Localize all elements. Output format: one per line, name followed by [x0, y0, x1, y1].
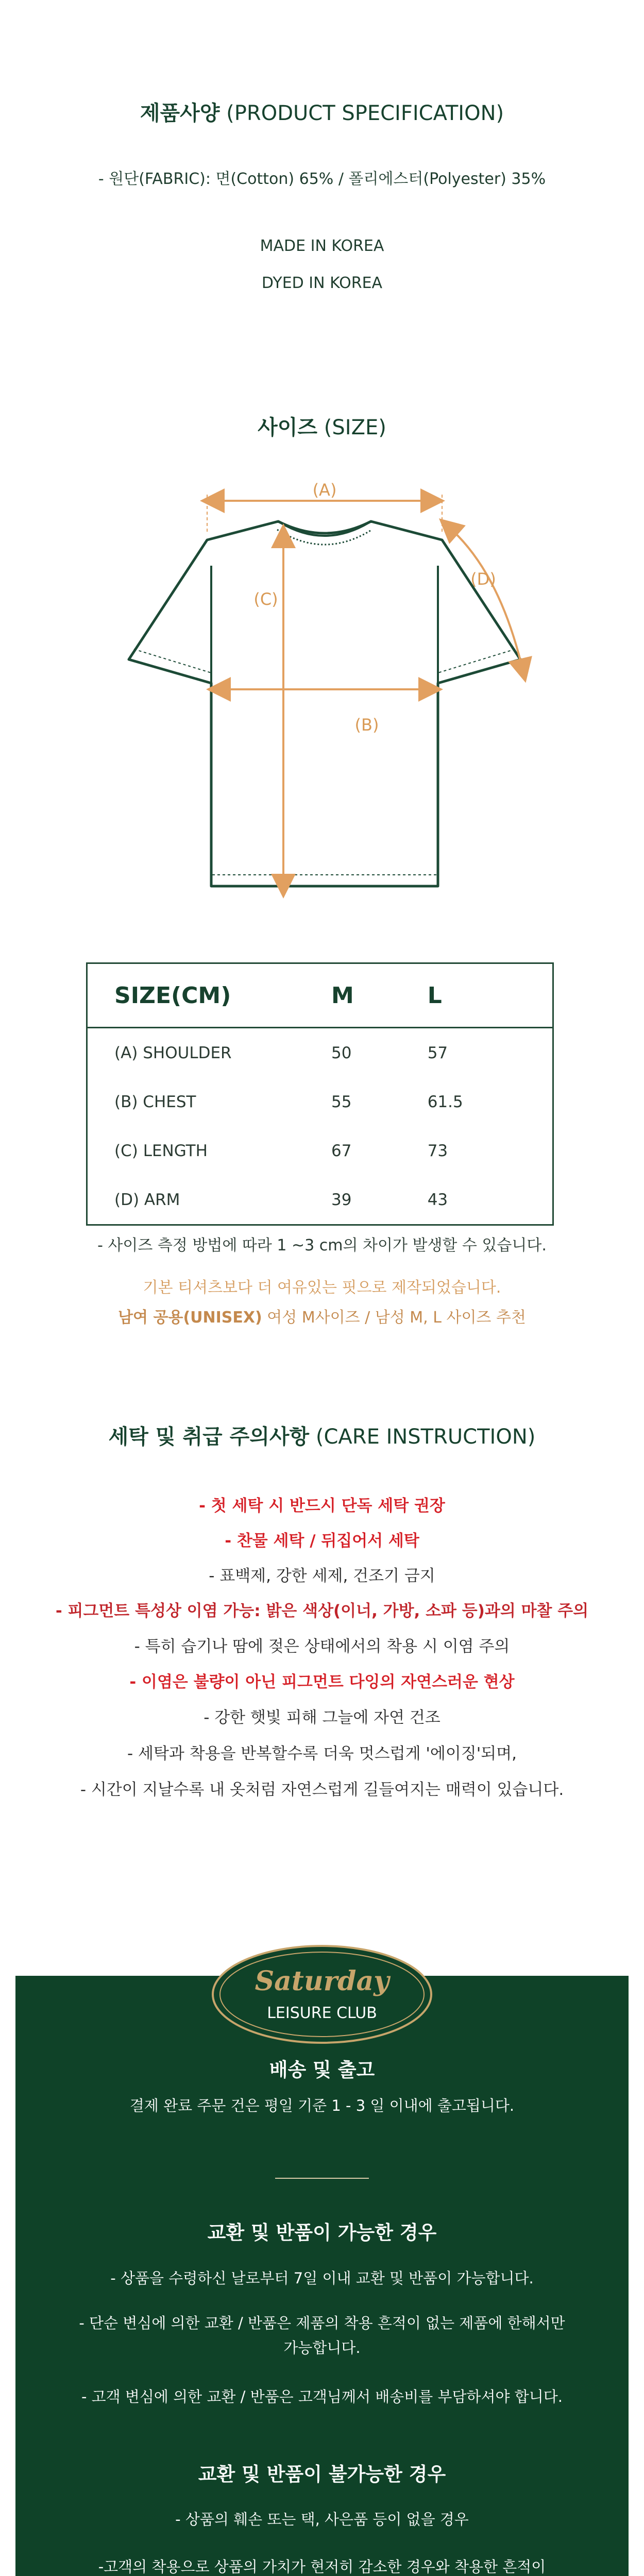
- label-c: (C): [253, 589, 278, 609]
- exchange-line: - 상품을 수령하신 날로부터 7일 이내 교환 및 반품이 가능합니다.: [110, 2269, 534, 2287]
- row-label: (A) SHOULDER: [114, 1043, 232, 1062]
- row-m: 55: [331, 1092, 352, 1111]
- header-l: L: [427, 963, 553, 1028]
- size-table: [86, 962, 554, 1226]
- care-line: - 찬물 세탁 / 뒤집어서 세탁: [225, 1532, 419, 1550]
- made-in-text: MADE IN KOREA: [260, 237, 384, 255]
- care-line: - 세탁과 착용을 반복할수록 더욱 멋스럽게 '에이징'되며,: [127, 1744, 517, 1763]
- size-title: 사이즈 (SIZE): [258, 416, 386, 439]
- exchange-line: - 고객 변심에 의한 교환 / 반품은 고객님께서 배송비를 부담하셔야 합니다.: [81, 2388, 563, 2405]
- care-line: - 특히 습기나 땀에 젖은 상태에서의 착용 시 이염 주의: [134, 1637, 510, 1656]
- table-row: [87, 1126, 553, 1175]
- row-m: 39: [331, 1190, 352, 1209]
- row-label: (C) LENGTH: [114, 1141, 208, 1160]
- row-l: 43: [427, 1190, 448, 1209]
- care-line: - 강한 햇빛 피해 그늘에 자연 건조: [204, 1708, 440, 1727]
- care-line: - 피그먼트 특성상 이염 가능: 밝은 색상(이너, 가방, 소파 등)과의 마찰 주의: [55, 1602, 589, 1620]
- spec-title: 제품사양 (PRODUCT SPECIFICATION): [140, 101, 504, 125]
- row-l: 73: [427, 1141, 448, 1160]
- header-size: SIZE(CM): [87, 963, 331, 1028]
- shipping-title: 배송 및 출고: [269, 2059, 375, 2081]
- no-exchange-title: 교환 및 반품이 불가능한 경우: [198, 2463, 446, 2485]
- exchange-line: - 단순 변심에 의한 교환 / 반품은 제품의 착용 흔적이 없는 제품에 한해서만: [79, 2314, 565, 2332]
- size-table-header: [87, 963, 553, 1028]
- care-line: - 시간이 지날수록 내 옷처럼 자연스럽게 길들여지는 매력이 있습니다.: [80, 1781, 564, 1799]
- logo-script: Saturday: [255, 1965, 389, 1997]
- label-d: (D): [470, 569, 496, 589]
- header-m: M: [331, 963, 427, 1028]
- logo-sub: LEISURE CLUB: [267, 2004, 377, 2022]
- table-row: [87, 1028, 553, 1078]
- shipping-text: 결제 완료 주문 건은 평일 기준 1 - 3 일 이내에 출고됩니다.: [129, 2097, 515, 2114]
- row-label: (D) ARM: [114, 1190, 180, 1209]
- table-row: [87, 1175, 553, 1225]
- table-row: [87, 1077, 553, 1126]
- row-l: 57: [427, 1043, 448, 1062]
- row-m: 50: [331, 1043, 352, 1062]
- care-title: 세탁 및 취급 주의사항 (CARE INSTRUCTION): [108, 1425, 536, 1449]
- exchange-title: 교환 및 반품이 가능한 경우: [207, 2222, 437, 2244]
- size-note-2: 기본 티셔츠보다 더 여유있는 핏으로 제작되었습니다.: [143, 1279, 501, 1297]
- info-panel: [15, 1965, 629, 2576]
- fabric-text: - 원단(FABRIC): 면(Cotton) 65% / 폴리에스터(Polyester) 35%: [98, 170, 546, 188]
- row-l: 61.5: [427, 1092, 463, 1111]
- care-line: - 첫 세탁 시 반드시 단독 세탁 권장: [199, 1497, 445, 1515]
- brand-logo: [210, 1943, 434, 2046]
- exchange-line: 가능합니다.: [283, 2339, 361, 2357]
- size-note-3: 남여 공용(UNISEX) 여성 M사이즈 / 남성 M, L 사이즈 추천: [118, 1309, 526, 1327]
- no-exchange-line: -고객의 착용으로 상품의 가치가 현저히 감소한 경우와 착용한 흔적이: [98, 2558, 546, 2575]
- size-note-1: - 사이즈 측정 방법에 따라 1 ~3 cm의 차이가 발생할 수 있습니다.: [97, 1236, 547, 1255]
- row-label: (B) CHEST: [114, 1092, 196, 1111]
- dyed-in-text: DYED IN KOREA: [261, 274, 383, 292]
- divider: [275, 2178, 369, 2179]
- care-line: - 이염은 불량이 아닌 피그먼트 다잉의 자연스러운 현상: [129, 1673, 515, 1691]
- care-line: - 표백제, 강한 세제, 건조기 금지: [209, 1567, 435, 1585]
- no-exchange-line: - 상품의 훼손 또는 택, 사은품 등이 없을 경우: [175, 2511, 469, 2528]
- label-a: (A): [312, 480, 337, 500]
- tshirt-diagram: [113, 479, 536, 902]
- label-b: (B): [354, 715, 379, 735]
- row-m: 67: [331, 1141, 352, 1160]
